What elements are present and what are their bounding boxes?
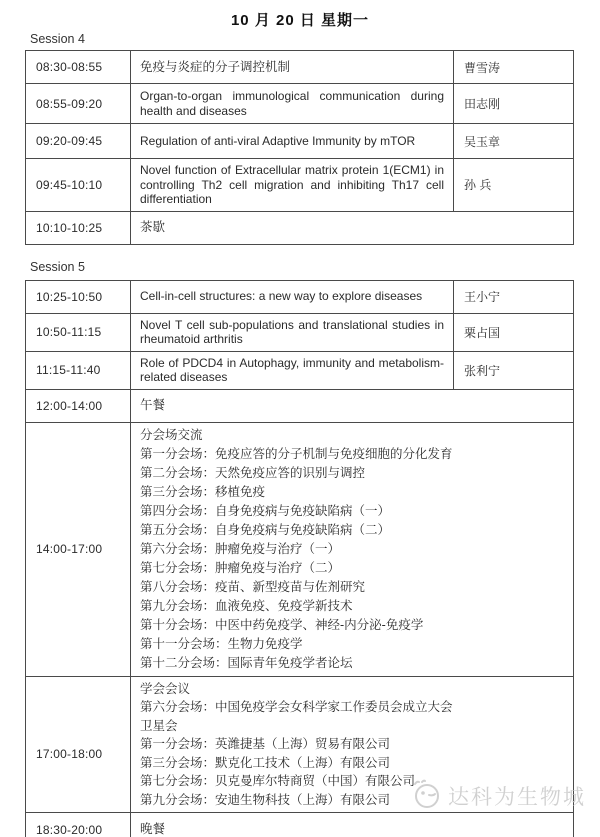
breakout-line: 第四分会场：自身免疫病与免疫缺陷病（一） — [140, 503, 391, 518]
breakout-line: 第九分会场：血液免疫、免疫学新技术 — [140, 598, 353, 613]
time-cell: 08:55-09:20 — [26, 84, 131, 124]
time-cell: 10:50-11:15 — [26, 313, 131, 351]
table-row — [26, 211, 574, 244]
breakout-header: 分会场交流 — [140, 427, 203, 442]
table-row — [26, 351, 574, 389]
talk-title-cell: Organ-to-organ immunological communication during health and diseases — [131, 84, 454, 124]
breakout-line: 第五分会场：自身免疫病与免疫缺陷病（二） — [140, 522, 391, 537]
talk-title-cell: Novel function of Extracellular matrix protein 1(ECM1) in controlling Th2 cell migration and inhibiting Th17 cell differentiation — [131, 159, 454, 212]
speaker-cell: 张利宁 — [454, 351, 574, 389]
page-title: 10 月 20 日 星期一 — [230, 12, 370, 29]
satellite-line: 第一分会场：英潍捷基（上海）贸易有限公司 — [140, 737, 391, 751]
session-5-table — [25, 280, 574, 837]
speaker-cell: 孙 兵 — [454, 159, 574, 212]
satellite-line: 第三分会场：默克化工技术（上海）有限公司 — [140, 755, 391, 770]
session-4-table — [25, 50, 574, 245]
speaker-cell: 吴玉章 — [454, 124, 574, 159]
talk-title-cell: Novel T cell sub-populations and translational studies in rheumatoid arthritis — [131, 313, 454, 351]
table-row — [26, 51, 574, 84]
table-row — [26, 124, 574, 159]
tea-break-cell: 茶歇 — [131, 211, 574, 244]
time-cell: 09:20-09:45 — [26, 124, 131, 159]
talk-title-cell: 免疫与炎症的分子调控机制 — [131, 51, 454, 84]
talk-title-cell: Regulation of anti-viral Adaptive Immunity by mTOR — [131, 124, 454, 159]
society-meeting-cell — [131, 676, 574, 813]
breakout-line: 第三分会场：移植免疫 — [140, 484, 266, 499]
time-cell: 08:30-08:55 — [26, 51, 131, 84]
table-row — [26, 389, 574, 422]
speaker-cell: 曹雪涛 — [454, 51, 574, 84]
session-5-label: Session 5 — [30, 259, 85, 274]
table-row — [26, 813, 574, 837]
table-row — [26, 280, 574, 313]
session-4-label: Session 4 — [30, 32, 85, 46]
talk-title-cell: Role of PDCD4 in Autophagy, immunity and metabolism-related diseases — [131, 351, 454, 389]
talk-title-cell: Cell-in-cell structures: a new way to explore diseases — [131, 280, 454, 313]
table-row — [26, 159, 574, 212]
table-row — [26, 676, 574, 813]
time-cell: 11:15-11:40 — [26, 351, 131, 389]
lunch-cell: 午餐 — [131, 389, 574, 422]
time-cell: 17:00-18:00 — [26, 676, 131, 813]
breakout-line: 第二分会场：天然免疫应答的识别与调控 — [140, 465, 366, 480]
breakout-line: 第十分会场：中医中药免疫学、神经-内分泌-免疫学 — [140, 617, 424, 632]
dinner-cell: 晚餐 — [131, 813, 574, 837]
speaker-cell: 田志刚 — [454, 84, 574, 124]
breakout-line: 第一分会场：免疫应答的分子机制与免疫细胞的分化发育 — [140, 446, 453, 461]
breakout-sessions-cell — [131, 422, 574, 676]
watermark-text: 达科为生物城 — [448, 785, 586, 809]
meeting-line: 第六分会场：中国免疫学会女科学家工作委员会成立大会 — [140, 700, 453, 714]
time-cell: 10:10-10:25 — [26, 211, 131, 244]
satellite-header: 卫星会 — [140, 718, 178, 733]
satellite-line: 第九分会场：安迪生物科技（上海）有限公司 — [140, 792, 391, 807]
time-cell: 10:25-10:50 — [26, 280, 131, 313]
breakout-line: 第七分会场：肿瘤免疫与治疗（二） — [140, 560, 341, 575]
satellite-line: 第七分会场：贝克曼库尔特商贸（中国）有限公司 — [140, 774, 416, 788]
speaker-cell: 王小宁 — [454, 280, 574, 313]
time-cell: 09:45-10:10 — [26, 159, 131, 212]
table-row — [26, 84, 574, 124]
breakout-line: 第十一分会场：生物力免疫学 — [140, 636, 303, 651]
time-cell: 14:00-17:00 — [26, 422, 131, 676]
time-cell: 12:00-14:00 — [26, 389, 131, 422]
time-cell: 18:30-20:00 — [26, 813, 131, 837]
meeting-header: 学会会议 — [140, 681, 191, 696]
breakout-line: 第六分会场：肿瘤免疫与治疗（一） — [140, 541, 341, 556]
table-row — [26, 313, 574, 351]
speaker-cell: 栗占国 — [454, 313, 574, 351]
table-row — [26, 422, 574, 676]
breakout-line: 第十二分会场：国际青年免疫学者论坛 — [140, 655, 353, 670]
breakout-line: 第八分会场：疫苗、新型疫苗与佐剂研究 — [140, 579, 366, 594]
